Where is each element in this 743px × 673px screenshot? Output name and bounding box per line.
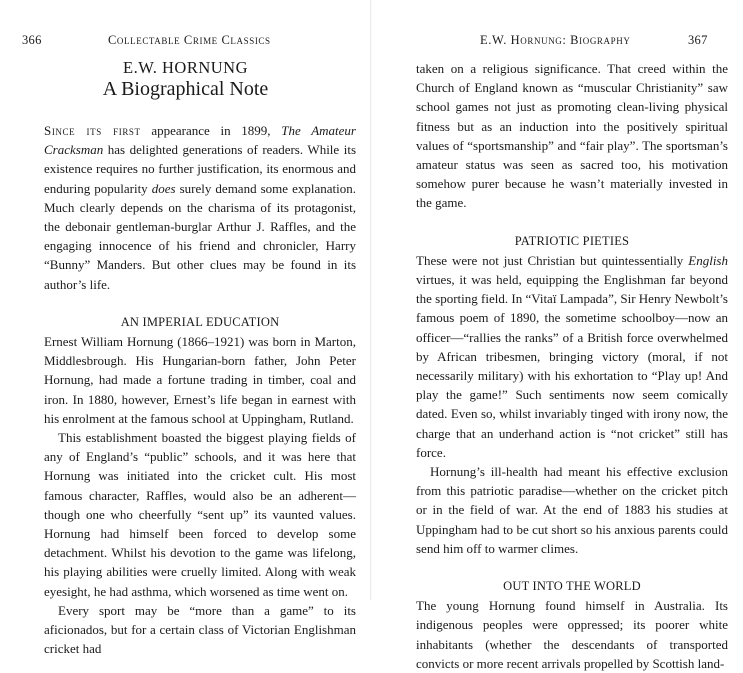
title-author: E.W. HORNUNG: [122, 58, 248, 77]
paragraph: These were not just Christian but quintessentially English virtues, it was held, equipping the Englishman far beyond the sporting field. In “Vitaï Lampada”, Sir Henry Newbolt’s famous poem of 1890, the sometime schoolboy—now an officer—“rallies the ranks” of a British force overwhelmed by African tribesmen, bringing victory (moral, if not necessarily military) with his exhortation to “Play up! And play the game!” Such sentiments now seem comically dated. Even so, whilst invariably tinged with irony now, the charge that an underhand action is “not cricket” still has force.: [416, 252, 728, 460]
paragraph: Hornung’s ill-health had meant his effective exclusion from this patriotic paradise—whether on the cricket pitch or in the field of war. At the end of 1883 his studies at Uppingham had to be cut short so his anxious parents could send him off to warmer climes.: [416, 464, 728, 556]
running-head: E.W. Hornung: Biography: [480, 33, 631, 47]
emphasis: does: [151, 180, 176, 196]
paragraph: The young Hornung found himself in Australia. Its indigenous peoples were oppressed; its poorer white inhabitants (whether the descendants of transported convicts or more recent arrivals propelled by Scottish land-: [416, 598, 728, 671]
paragraph: taken on a religious significance. That creed within the Church of England known as “muscular Christianity” saw school games not just as promoting clean-living physical fitness but as an induction into the positively spiritual values of “sportsmanship” and “fair play”. The sportsman’s amateur status was seen as sacred too, his motivation somehow purer because he wasn’t materially invested in the game.: [416, 61, 728, 211]
left-page: [0, 0, 371, 657]
book-title: The Amateur Cracksman: [44, 123, 356, 158]
running-head: Collectable Crime Classics: [108, 33, 271, 47]
intro-paragraph: Since its first appearance in 1899, The Amateur Cracksman has delighted generations of readers. While its existence requires no further justification, its enormous and enduring popularity does surely demand some explanation. Much clearly depends on the charisma of its protagonist, the debonair gentleman-burglar Arthur J. Raffles, and the engaging innocence of his friend and chronicler, Harry “Bunny” Manders. But other clues may be found in its author’s life.: [44, 123, 356, 292]
section-heading: OUT INTO THE WORLD: [503, 579, 641, 594]
section-heading: PATRIOTIC PIETIES: [514, 233, 630, 248]
right-body-text: [416, 59, 728, 673]
paragraph: Every sport may be “more than a game” to its aficionados, but for a certain class of Victorian Englishman cricket had: [44, 602, 356, 657]
title-subtitle: A Biographical Note: [102, 78, 269, 100]
lead-in: Since its first: [44, 123, 141, 138]
paragraph: Ernest William Hornung (1866–1921) was born in Marton, Middlesbrough. His Hungarian-born father, John Peter Hornung, had made a fortune trading in timber, coal and iron. In 1880, however, Ernest’s life began in earnest with his enrolment at the famous school at Uppingham, Rutland.: [44, 334, 356, 426]
section-heading: AN IMPERIAL EDUCATION: [120, 314, 280, 329]
paragraph: This establishment boasted the biggest playing fields of any of England’s “public” schools, and it was here that Hornung was initiated into the cricket cult. His most famous character, Raffles, would also be an adherent—though one who cheerfully “sent up” its vaunted values. Hornung had himself been forced to develop some detachment. Whilst his devotion to the game was lifelong, his playing abilities were cruelly limited. Along with weak eyesight, he had asthma, which worsened as time went on.: [44, 430, 356, 599]
page-number: 367: [688, 33, 708, 47]
left-body-text: [44, 121, 356, 658]
page-number: 366: [22, 33, 42, 47]
emphasis: English: [688, 252, 728, 268]
right-page: [372, 0, 743, 671]
